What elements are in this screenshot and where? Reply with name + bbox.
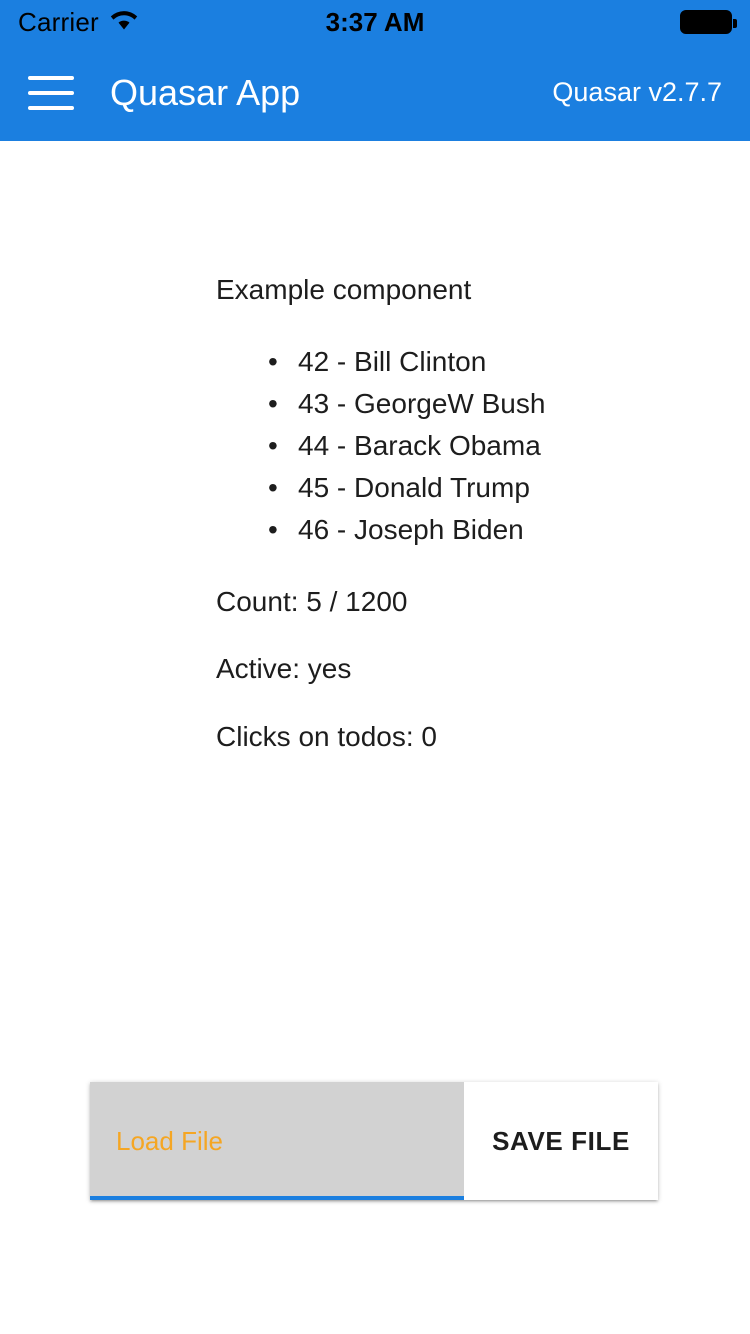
presidents-list [216, 341, 710, 551]
status-bar-right [680, 10, 732, 34]
page-content [0, 141, 750, 1334]
list-item[interactable]: • 43 - GeorgeW Bush [216, 383, 710, 425]
app-title: Quasar App [110, 71, 301, 113]
status-bar-time: 3:37 AM [325, 6, 425, 37]
save-file-button[interactable]: SAVE FILE [464, 1082, 658, 1200]
battery-full-icon [680, 10, 732, 34]
menu-bar-2 [28, 91, 74, 95]
file-controls [90, 1082, 658, 1200]
example-component-title: Example component [216, 274, 472, 305]
clicks-text: Clicks on todos: 0 [216, 720, 437, 752]
status-bar [0, 0, 750, 44]
example-component [0, 141, 750, 753]
count-text: Count: 5 / 1200 [216, 585, 408, 617]
menu-bar-1 [28, 76, 74, 80]
list-item[interactable]: • 42 - Bill Clinton [216, 341, 710, 383]
app-version-label: Quasar v2.7.7 [552, 77, 722, 107]
active-text: Active: yes [216, 653, 352, 685]
menu-bar-3 [28, 106, 74, 110]
carrier-label: Carrier [18, 6, 99, 37]
hamburger-menu-icon[interactable] [28, 76, 74, 110]
status-bar-left [18, 7, 139, 38]
list-item[interactable]: • 45 - Donald Trump [216, 467, 710, 509]
load-file-input[interactable] [90, 1082, 464, 1200]
list-item[interactable]: • 44 - Barack Obama [216, 425, 710, 467]
wifi-icon [109, 9, 139, 36]
list-item[interactable]: • 46 - Joseph Biden [216, 509, 710, 551]
app-toolbar [0, 44, 750, 141]
load-file-label: Load File [116, 1125, 223, 1156]
